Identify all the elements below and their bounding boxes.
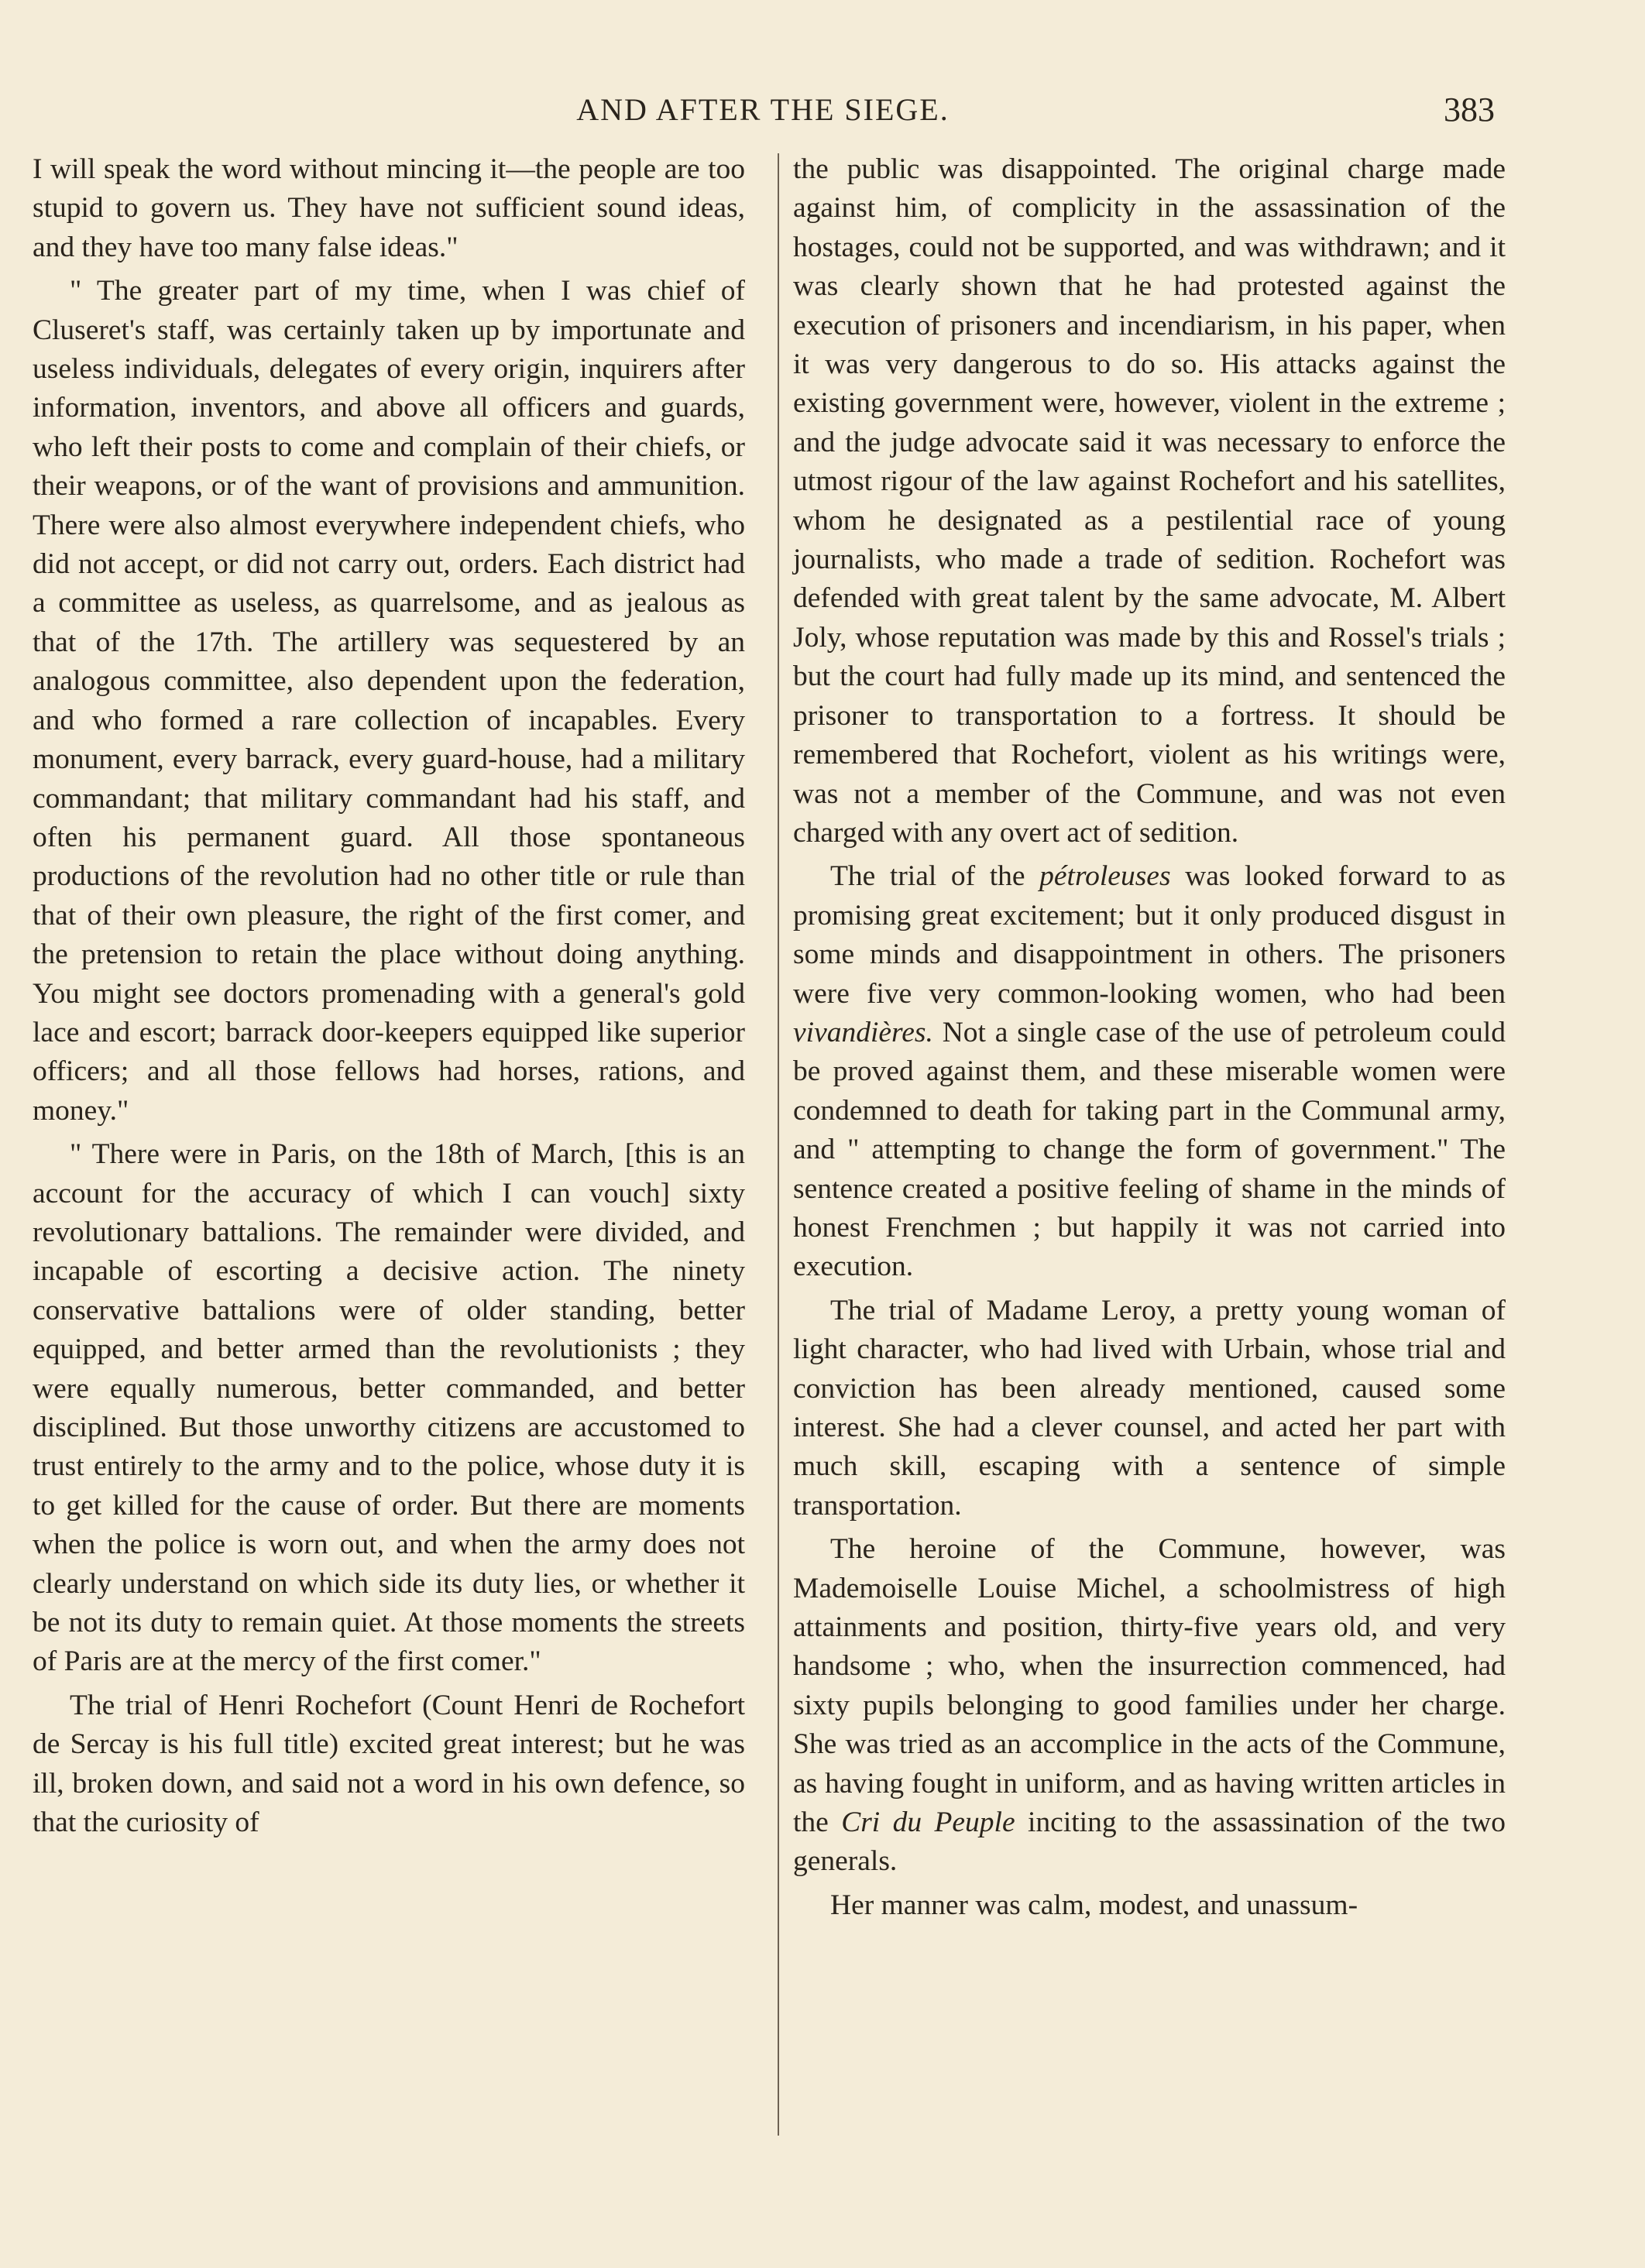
paragraph: [793, 857, 1506, 1286]
page-header: [31, 90, 1495, 130]
paragraph: The trial of Madame Leroy, a pretty young woman of light character, who had lived with Urbain, whose trial and conviction has been already mentioned, caused some interest. She had a clever counsel, and acted her part with much skill, escaping with a sentence of simple transportation.: [793, 1294, 1506, 1522]
left-column: [33, 150, 745, 1847]
right-column: [793, 150, 1506, 1930]
paragraph: [793, 1530, 1506, 1882]
column-divider: [778, 153, 779, 2136]
italic-title: Cri du Peuple: [841, 1807, 1015, 1839]
paragraph: Her manner was calm, modest, and unassum-: [830, 1889, 1358, 1921]
paragraph: I will speak the word without mincing it—the people are too stupid to govern us. They have not sufficient sound ideas, and they have too many false ideas.": [33, 153, 745, 263]
paragraph: The trial of Henri Rochefort (Count Henri de Rochefort de Sercay is his full title) excited great interest; but he was ill, broken down, and said not a word in his own defence, so that the curiosity of: [33, 1689, 745, 1839]
paragraph: " The greater part of my time, when I was chief of Cluseret's staff, was certainly taken up by importunate and useless individuals, delegates of every origin, inquirers after information, inventors, and above all officers and guards, who left their posts to come and complain of their chiefs, or their weapons, or of the want of provisions and ammunition. There were also almost everywhere independent chiefs, who did not accept, or did not carry out, orders. Each district had a committee as useless, as quarrelsome, and as jealous as that of the 17th. The artillery was sequestered by an analogous committee, also dependent upon the federation, and who formed a rare collection of incapables. Every monument, every barrack, every guard-house, had a military commandant; that military commandant had his staff, and often his permanent guard. All those spontaneous productions of the revolution had no other title or rule than that of their own pleasure, the right of the first comer, and the pretension to retain the place without doing anything. You might see doctors promenading with a general's gold lace and escort; barrack door-keepers equipped like superior officers; and all those fellows had horses, rations, and money.": [33, 275, 745, 1127]
italic-term: pétroleuses: [1039, 860, 1171, 893]
text-run: inciting to the assassination of the two generals.: [793, 1807, 1506, 1878]
paragraph: " There were in Paris, on the 18th of March, [this is an account for the accuracy of which I can vouch] sixty revolutionary battalions. The remainder were divided, and incapable of escorting a decisive action. The ninety conservative battalions were of older standing, better equipped, and better armed than the revolutionists ; they were equally numerous, better commanded, and better disciplined. But those unworthy citizens are accustomed to trust entirely to the army and to the police, whose duty it is to get killed for the cause of order. But there are moments when the police is worn out, and when the army does not clearly understand on which side its duty lies, or whether it be not its duty to remain quiet. At those moments the streets of Paris are at the mercy of the first comer.": [33, 1138, 745, 1678]
text-run: The heroine of the Commune, however, was Mademoiselle Louise Michel, a schoolmistress of high attainments and position, thirty-five years old, and very handsome ; who, when the insurrection commenced, had sixty pupils belonging to good families under her charge. She was tried as an accomplice in the acts of the Commune, as having fought in uniform, and as having written articles in the: [793, 1533, 1506, 1839]
text-run: was looked forward to as promising great excitement; but it only produced disgust in some minds and disappointment in others. The prisoners were five very common-looking women, who had been: [793, 860, 1506, 1010]
running-head: AND AFTER THE SIEGE.: [576, 92, 950, 127]
italic-term: vivandières.: [793, 1016, 933, 1048]
text-run: The trial of the: [830, 860, 1040, 893]
text-run: Not a single case of the use of petroleum could be proved against them, and these miserable women were condemned to death for taking part in the Communal army, and " attempting to change the form of government." The sentence created a positive feeling of shame in the minds of honest Frenchmen ; but happily it was not carried into execution.: [793, 1016, 1506, 1283]
paragraph: the public was disappointed. The original charge made against him, of complicity in the assassination of the hostages, could not be supported, and was withdrawn; and it was clearly shown that he had protested against the execution of prisoners and incendiarism, in his paper, when it was very dangerous to do so. His attacks against the existing government were, however, violent in the extreme ; and the judge advocate said it was necessary to enforce the utmost rigour of the law against Rochefort and his satellites, whom he designated as a pestilential race of young journalists, who made a trade of sedition. Rochefort was defended with great talent by the same advocate, M. Albert Joly, whose reputation was made by this and Rossel's trials ; but the court had fully made up its mind, and sentenced the prisoner to transportation to a fortress. It should be remembered that Rochefort, violent as his writings were, was not a member of the Commune, and was not even charged with any overt act of sedition.: [793, 153, 1506, 849]
page-number: 383: [1444, 91, 1495, 129]
